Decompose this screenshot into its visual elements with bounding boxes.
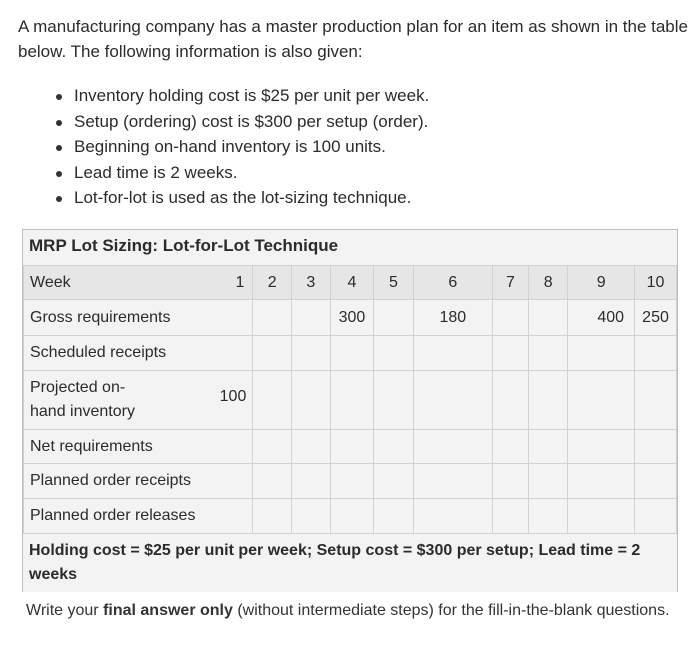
week-4-header: 4	[330, 266, 374, 300]
scheduled-receipts-row	[24, 336, 677, 371]
planned-order-receipts-label: Planned order receipts	[24, 464, 253, 499]
gross-req-week-8	[528, 300, 568, 336]
planned-order-receipts-row	[24, 464, 677, 499]
bullet-setup-cost: Setup (ordering) cost is $300 per setup (order).	[56, 109, 429, 135]
week-header-row	[24, 266, 677, 300]
gross-req-week-2	[253, 300, 292, 336]
bullet-holding-cost: Inventory holding cost is $25 per unit per week.	[56, 83, 429, 109]
mrp-table-title: MRP Lot Sizing: Lot-for-Lot Technique	[29, 236, 339, 255]
week-1-header: 1	[235, 273, 245, 291]
gross-requirements-label: Gross requirements	[24, 300, 253, 336]
closing-instruction: Write your final answer only (without intermediate steps) for the fill-in-the-blank questions.	[26, 602, 670, 619]
net-requirements-label: Net requirements	[24, 430, 253, 464]
gross-requirements-row	[24, 300, 677, 336]
gross-req-week-3	[292, 300, 331, 336]
planned-order-releases-row	[24, 499, 677, 534]
bullet-beginning-inventory: Beginning on-hand inventory is 100 units.	[56, 134, 429, 160]
week-7-header: 7	[492, 266, 528, 300]
bullet-dot-icon	[56, 196, 62, 202]
scheduled-receipts-label: Scheduled receipts	[24, 336, 253, 371]
week-2-header: 2	[253, 266, 292, 300]
beginning-on-hand-value: 100	[219, 388, 247, 405]
mrp-grid	[23, 265, 677, 534]
bullet-dot-icon	[56, 171, 62, 177]
gross-req-week-7	[492, 300, 528, 336]
planned-order-releases-label: Planned order releases	[24, 499, 253, 534]
given-info-list	[56, 83, 429, 211]
week-10-header: 10	[635, 266, 677, 300]
gross-req-week-4: 300	[330, 300, 374, 336]
gross-req-week-5	[374, 300, 414, 336]
closing-emphasis: final answer only	[103, 602, 233, 619]
week-9-header: 9	[568, 266, 635, 300]
week-label: Week	[30, 273, 71, 291]
projected-on-hand-label: Projected on- hand inventory	[30, 379, 135, 420]
bullet-dot-icon	[56, 120, 62, 126]
projected-on-hand-row	[24, 371, 677, 430]
mrp-cost-note: Holding cost = $25 per unit per week; Setup cost = $300 per setup; Lead time = 2 weeks	[29, 542, 641, 583]
week-3-header: 3	[292, 266, 331, 300]
gross-req-week-6: 180	[413, 300, 492, 336]
problem-intro: A manufacturing company has a master production plan for an item as shown in the table below. The following information is also given:	[18, 17, 688, 61]
bullet-lot-sizing: Lot-for-lot is used as the lot-sizing technique.	[56, 185, 429, 211]
mrp-table-panel	[22, 229, 678, 592]
week-5-header: 5	[374, 266, 414, 300]
week-6-header: 6	[413, 266, 492, 300]
bullet-dot-icon	[56, 94, 62, 100]
bullet-dot-icon	[56, 145, 62, 151]
week-8-header: 8	[528, 266, 568, 300]
gross-req-week-10: 250	[635, 300, 677, 336]
bullet-lead-time: Lead time is 2 weeks.	[56, 160, 429, 186]
gross-req-week-9: 400	[568, 300, 635, 336]
net-requirements-row	[24, 430, 677, 464]
